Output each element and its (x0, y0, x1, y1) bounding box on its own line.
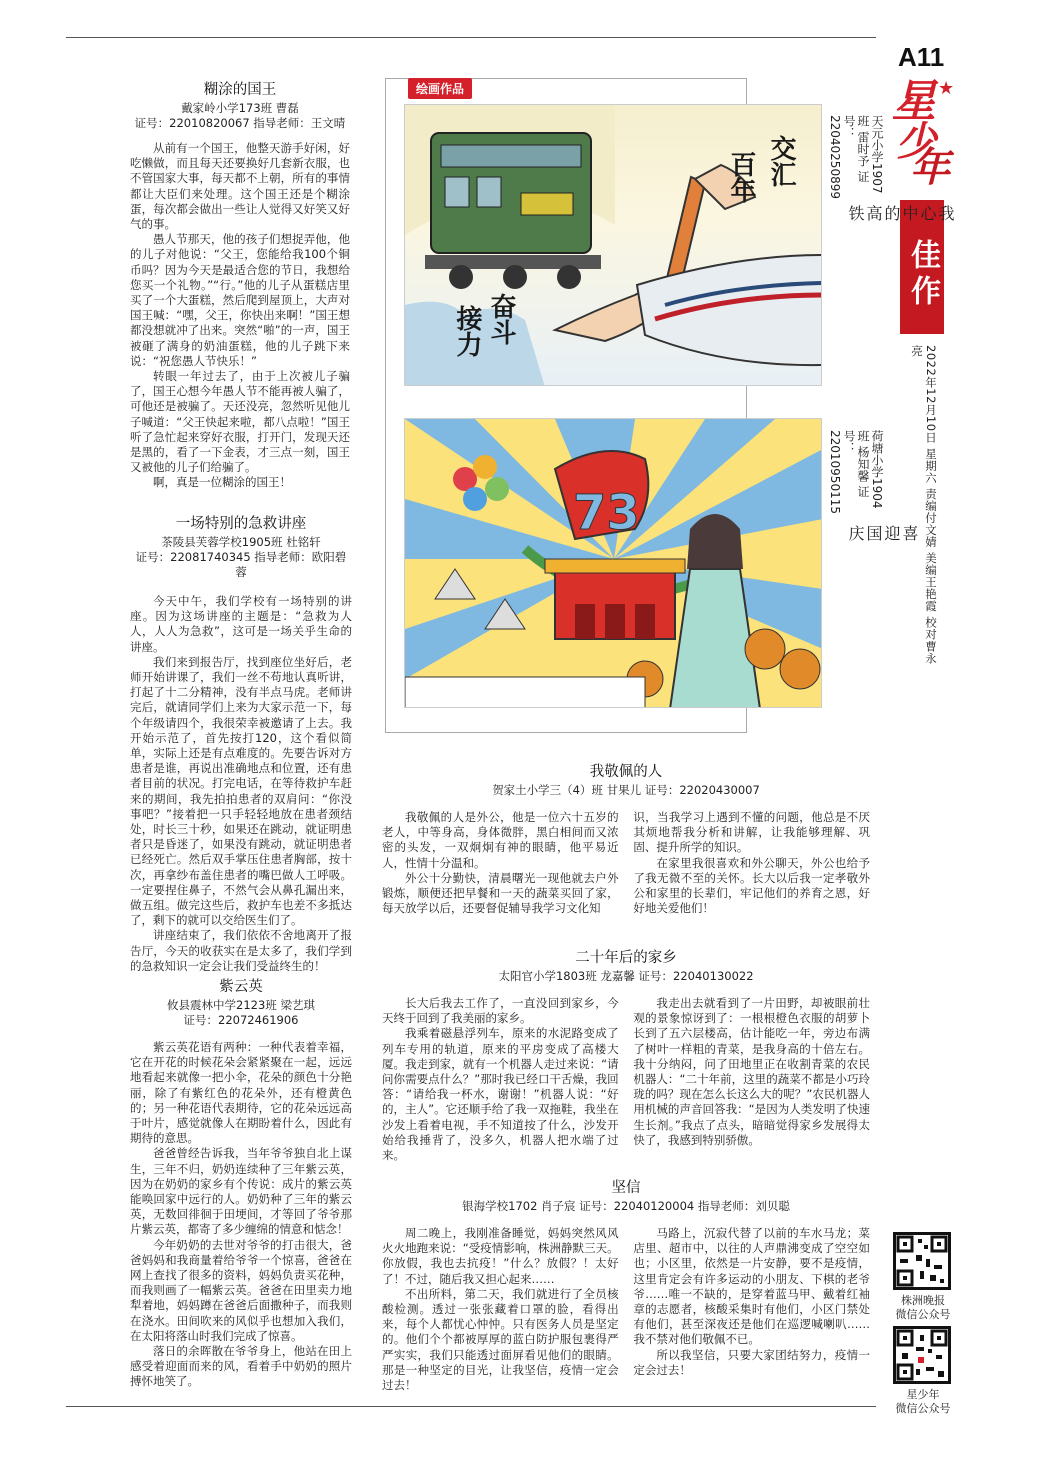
qr-caption-line: 株洲晚报 (901, 1294, 945, 1307)
qr-code-icon (893, 1232, 951, 1290)
article-author: 戴家岭小学173班 曹磊 (181, 101, 299, 115)
paragraph: 爸爸曾经告诉我，当年爷爷独自北上谋生，三年不归，奶奶连续种了三年紫云英，因为在奶奶的家乡有个传说：成片的紫云英能唤回家中远行的人。奶奶种了三年的紫云英，无数回徘徊于田埂间，才等回了爷爷那片紫云英，都寄了多少缠绵的情意和惦念！ (130, 1146, 352, 1237)
top-rule (66, 37, 876, 38)
article-author: 太阳官小学1803班 龙嘉馨 证号：22040130022 (498, 969, 754, 983)
paragraph: 所以我坚信，只要大家团结努力，疫情一定会过去！ (633, 1347, 870, 1377)
bottom-rule (66, 1406, 876, 1407)
painted-text: 交汇 (766, 135, 796, 187)
star-icon: ★ (938, 78, 955, 99)
qr-code-icon (893, 1326, 951, 1384)
article-huzu (130, 78, 350, 491)
article-columns (382, 1226, 870, 1393)
article-title: 一场特别的急救讲座 (175, 516, 307, 532)
article-title: 坚信 (611, 1180, 641, 1196)
paragraph: 紫云英花语有两种：一种代表着幸福，它在开花的时候花朵会紧紧聚在一起，远远地看起来就像一把小伞，花朵的颜色十分艳丽，除了有紫红色的花朵外，还有橙黄色的；另一种花语代表期待，它的花朵远远高于叶片，感觉就像人在期盼着什么，因此有期待的意思。 (130, 1040, 352, 1146)
artwork-info: 天元小学1907班 雷时予 证号：22040250899 (828, 115, 884, 199)
article-title: 糊涂的国王 (203, 82, 277, 98)
page-number: A11 (898, 42, 945, 72)
qr-caption-2 (888, 1388, 958, 1416)
paragraph: 我们来到报告厅，找到座位坐好后，老师开始讲课了，我们一丝不苟地认真听讲，打起了十二分精神，没有半点马虎。老师讲完后，就请同学们上来为大家示范一下，每个年级请四个，我很荣幸被邀请了上去。我开始示范了，首先按打120，这个看似简单，实际上还是有点难度的。先要告诉对方患者是谁，再说出准确地点和位置，还有患者目前的状况。打完电话，在等待救护车赶来的期间，我先拍拍患者的双肩问：“你没事吧？”接着把一只手轻轻地放在患者颈结处，时长三十秒，如果还在跳动，就证明患者只是昏迷了，如果没有跳动，就证明患者已经死亡。然后双手掌压住患者胸部，按十次，再拿纱布盖住患者的嘴巴做人工呼吸。一定要捏住鼻子，不然气会从鼻孔漏出来，做五组。做完这些后，救护车也差不多抵达了，剩下的就可以交给医生们了。 (130, 654, 352, 928)
paragraph: 转眼一年过去了，由于上次被儿子骗了，国王心想今年愚人节不能再被人骗了，可他还是被骗了。天还没亮，忽然听见他儿子喊道：“父王快起来啦，都八点啦！”国王听了急忙起来穿好衣服，打开门，发现天还是黑的，看了一下金表，才三点一刻，国王又被他的儿子们给骗了。 (130, 369, 350, 475)
masthead-char-3: 年 (910, 145, 950, 191)
artwork-info: 荷塘小学1904班 杨知馨 证号：22010950115 (828, 430, 884, 514)
article-column-left (382, 996, 619, 1163)
article-jijiu (130, 512, 352, 974)
paragraph: 啊，真是一位糊涂的国王！ (153, 475, 291, 490)
paragraph: 从前有一个国王，他整天游手好闲，好吃懒做，而且每天还要换好几套新衣服，也不管国家大事，每天都不上朝，所有的事情都让大臣们来处理。这个国王还是个糊涂蛋，每次都会做出一些让人觉得又好笑又好气的事。 (130, 141, 350, 232)
masthead-logo (888, 76, 958, 191)
masthead-char-1: 星 (892, 76, 936, 127)
paragraph: 长大后我去工作了，一直没回到家乡，今天终于回到了我美丽的家乡。 (382, 996, 619, 1026)
article-cert: 证号：22072461906 (183, 1013, 299, 1027)
article-jianxin (382, 1176, 870, 1393)
qr-caption-1 (888, 1294, 958, 1322)
article-ziyunying (130, 975, 352, 1390)
masthead-char-2: 少 (896, 119, 936, 165)
article-body (130, 594, 352, 974)
article-cert: 证号：22010820067 指导老师：王文晴 (134, 116, 346, 130)
article-column-right (633, 1226, 870, 1393)
article-title: 我敬佩的人 (589, 764, 663, 780)
paragraph: 识，当我学习上遇到不懂的问题，他总是不厌其烦地帮我分析和讲解，让我能够理解、巩固、提升所学的知识。 (633, 810, 870, 855)
article-columns (382, 810, 870, 916)
article-cert: 证号：22081740345 指导老师：欧阳碧蓉 (135, 550, 347, 579)
article-column-right (633, 810, 870, 916)
article-jiaxiang (382, 946, 870, 1163)
painting-guoqing (404, 418, 822, 708)
article-waigong (382, 760, 870, 916)
section-tab: 佳作 (900, 200, 944, 334)
artwork-tag: 绘画作品 (408, 78, 472, 99)
article-title: 紫云英 (219, 979, 263, 995)
date-editor-line: 2022年12月10日 星期六 责编付文婧 美编王艳霞 校对曹永亮 (910, 345, 938, 665)
painted-text: 百年 (726, 151, 756, 203)
paragraph: 讲座结束了，我们依依不舍地离开了报告厅，今天的收获实在是太多了，我们学到的急救知识一定会让我们受益终生的！ (130, 928, 352, 973)
artwork-title: 我心中的高铁 (846, 205, 955, 221)
article-author: 攸县震林中学2123班 梁艺琪 (167, 998, 315, 1012)
article-body (130, 1040, 352, 1390)
paragraph: 外公十分勤快，清晨曙光一现他就去户外锻炼，顺便还把早餐和一天的蔬菜买回了家，每天放学以后，还要督促辅导我学习文化知 (382, 870, 619, 916)
paragraph: 周二晚上，我刚准备睡觉，妈妈突然风风火火地跑来说：“受疫情影响，株洲静默三天。你放假，我也去抗疫！”什么？放假？！太好了！不过，随后我又担心起来…… (382, 1226, 619, 1286)
article-column-left (382, 810, 619, 916)
painted-text: 接力 (452, 305, 482, 357)
paragraph: 今天中午，我们学校有一场特别的讲座。因为这场讲座的主题是：“急救为人人，人人为急救”，这可是一场关乎生命的讲座。 (130, 594, 352, 654)
qr-caption-line: 微信公众号 (895, 1402, 951, 1415)
paragraph: 我敬佩的人是外公，他是一位六十五岁的老人，中等身高，身体微胖，黑白相间而又浓密的头发，一双炯炯有神的眼睛，他平易近人，性情十分温和。 (382, 810, 619, 870)
qr-caption-line: 微信公众号 (895, 1308, 951, 1321)
article-author: 银海学校1702 肖子宸 证号：22040120004 指导老师：刘贝聪 (462, 1199, 790, 1213)
paragraph: 今年奶奶的去世对爷爷的打击很大，爸爸妈妈和我商量着给爷爷一个惊喜，爸爸在网上查找了很多的资料，妈妈负责买花种，而我则画了一幅紫云英。爸爸在田里卖力地犁着地，妈妈蹲在爸爸后面撒种子，而我则在浇水。田间吹来的风似乎也想加入我们，在太阳将落山时我们完成了惊喜。 (130, 1237, 352, 1343)
article-author: 贺家土小学三（4）班 甘果儿 证号：22020430007 (492, 783, 760, 797)
paragraph: 不出所料，第二天，我们就进行了全员核酸检测。透过一张张藏着口罩的脸，看得出来，每个人都忧心忡忡。只有医务人员是坚定的。他们个个都被厚厚的蓝白防护服包裹得严严实实，我们只能透过面屏看见他们的眼睛。那是一种坚定的目光，让我坚信，疫情一定会过去！ (382, 1286, 619, 1393)
qr-caption-line: 星少年 (906, 1388, 940, 1401)
paragraph: 马路上，沉寂代替了以前的车水马龙；菜店里、超市中，以往的人声鼎沸变成了空空如也；小区里，依然是一片安静，要不是疫情，这里肯定会有许多运动的小朋友、下棋的老爷爷……唯一不缺的，是穿着蓝马甲、戴着红袖章的志愿者，核酸采集时有他们，小区门禁处有他们，甚至深夜还是他们在巡逻喊喇叭……我不禁对他们敬佩不已。 (633, 1226, 870, 1347)
paragraph: 在家里我很喜欢和外公聊天，外公也给予了我无微不至的关怀。长大以后我一定孝敬外公和家里的长辈们，牢记他们的养育之恩，好好地关爱他们！ (633, 855, 870, 916)
painted-text: 73 (573, 485, 640, 541)
article-author: 茶陵县芙蓉学校1905班 杜铭轩 (161, 535, 321, 549)
painted-text: 奋斗 (486, 293, 516, 345)
paragraph: 落日的余晖散在爷爷身上，他站在田上感受着迎面而来的风，看着手中奶奶的照片搏怀地笑了。 (130, 1344, 352, 1389)
article-column-left (382, 1226, 619, 1393)
artwork-title: 喜迎国庆 (846, 525, 919, 541)
paragraph: 我乘着磁悬浮列车，原来的水泥路变成了列车专用的轨道，原来的平房变成了高楼大厦。我走到家，就有一个机器人走过来说：“请问你需要点什么？”那时我已经口干舌燥，我回答：“请给我一杯水，谢谢！”机器人说：“好的，主人”。它还顺手给了我一双拖鞋，我坐在沙发上看着电视，手不知道按了什么，沙发开始给我捶背了，没多久，机器人把水端了过来。 (382, 1026, 619, 1163)
article-column-right (633, 996, 870, 1163)
painting-gaotie (404, 104, 822, 386)
paragraph: 愚人节那天，他的孩子们想捉弄他，他的儿子对他说：“父王，您能给我100个铜币吗？因为今天是最适合您的节日，我想给您买一个礼物。”“行。”他的儿子从蛋糕店里买了一个大蛋糕，然后爬到屋顶上，大声对国王喊：“嘿，父王，你快出来啊！”国王想都没想就冲了出来。突然“啪”的一声，国王被砸了满身的奶油蛋糕，他的儿子跳下来说：“祝您愚人节快乐！” (130, 232, 350, 368)
article-title: 二十年后的家乡 (575, 950, 677, 966)
article-columns (382, 996, 870, 1163)
paragraph: 我走出去就看到了一片田野，却被眼前壮观的景象惊讶到了：一根根橙色衣服的胡萝卜长到了五六层楼高，估计能吃一年，旁边布满了树叶一样粗的青菜，是我身高的十倍左右。我十分纳闷，问了田地里正在收割青菜的农民机器人：“二十年前，这里的蔬菜不都是小巧玲珑的吗？现在怎么长这么大的呢？”农民机器人用机械的声音回答我：“是因为人类发明了快速生长剂。”我点了点头，暗暗觉得家乡发展得太快了，我感到特别骄傲。 (633, 996, 870, 1147)
article-body (130, 141, 350, 491)
